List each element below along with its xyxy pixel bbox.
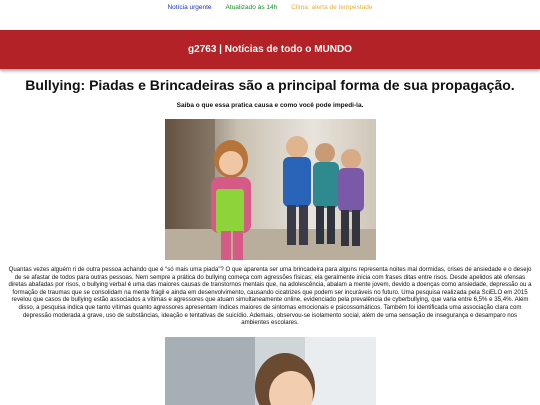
site-header [0, 30, 540, 69]
ticker-item-weather[interactable]: Clima: alerta de tempestade [291, 4, 373, 11]
article-photo-sad-boy [165, 337, 376, 405]
article-title: Bullying: Piadas e Brincadeiras são a principal forma de sua propagação. [25, 77, 515, 93]
article-subtitle: Saiba o que essa pratica causa e como você pode impedi-la. [176, 102, 364, 109]
article-body [0, 266, 540, 327]
site-brand[interactable]: g2763 | Notícias de todo o MUNDO [188, 44, 352, 55]
article-photo-bullying [165, 119, 376, 260]
top-ticker [0, 0, 540, 30]
ticker-item-urgent[interactable]: Notícia urgente [167, 4, 212, 11]
article-paragraph: Quantas vezes alguém ri de outra pessoa achando que é “só mais uma piada”? O que aparenta ser uma brincadeira para alguns representa noites mal dormidas, crises de ansiedade e o desejo de se afastar de todos para outras pessoas. Nem sempre a prática do bullying começa com agressões físicas; ela geralmente inicia com frases ditas entre risos. Desde apelidos até ofensas diretas abafadas por risos, o bullying verbal é uma das maiores causas de transtornos mentais que, na adolescência, abalam a mente jovem, devido a doenças como ansiedade, depressão ou a formação de traumas que se consolidam na mente frágil e ainda em desenvolvimento, causando cicatrizes que podem ser incuráveis no futuro. Uma pesquisa realizada pela SciELO em 2015 revelou que casos de bullying estão associados a vítimas e agressores que atuam simultaneamente online, evidenciado pela prevalência de cyberbullying, que varia entre 6,5% e 35,4%. Além disso, a pesquisa indica que tanto vítimas quanto agressores apresentam índices maiores de sintomas emocionais e psicossomáticos. Também foi identificada uma associação clara com depressão moderada a grave, uso de substâncias, ideação e tentativas de suicídio. Ademais, observou-se isolamento social, além de uma sensação de insegurança e desamparo nos ambientes escolares. [8, 266, 532, 327]
article-header [0, 76, 540, 109]
ticker-item-updated[interactable]: Atualizado às 14h [225, 4, 278, 11]
